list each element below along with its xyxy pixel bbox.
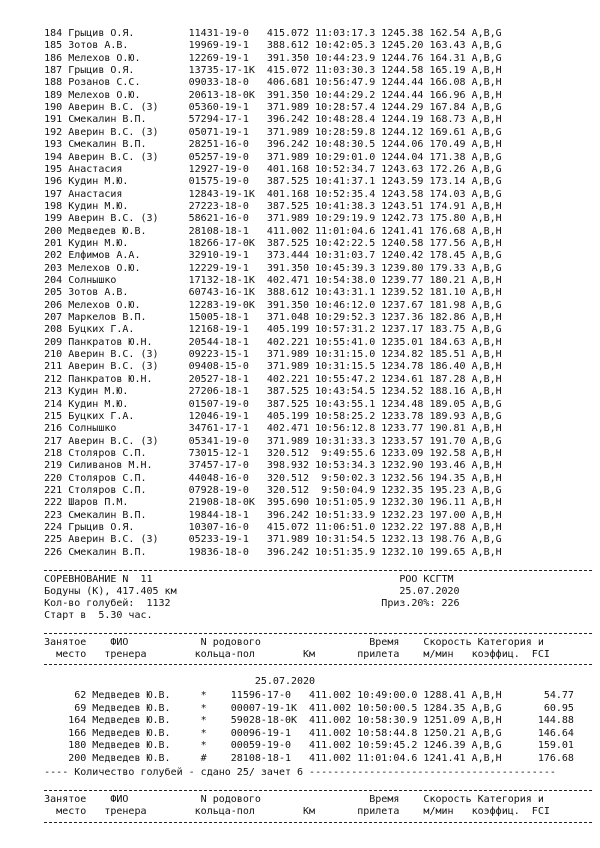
competition-count-line: Кол-во голубей: 1132 Приз.20%: 226: [2, 598, 460, 609]
result-row: 211 Аверин В.С. (З) 09408-15-0 371.989 10:31:15.5 1234.78 186.40 A,B,H: [2, 361, 502, 373]
result-row: 184 Грыцив О.Я. 11431-19-0 415.072 11:03:17.3 1245.38 162.54 A,B,G: [2, 28, 502, 39]
table-header-row-1: Занятое ФИО N родового Время Скорость Категория и: [2, 637, 544, 648]
date-label: 25.07.2020: [2, 676, 316, 687]
result-row: 214 Кудин М.Ю. 01507-19-0 387.525 10:43:55.1 1234.48 189.05 A,B,G: [2, 398, 502, 410]
result-row: 225 Аверин В.С. (З) 05233-19-1 371.989 10:31:54.5 1232.13 198.76 A,B,G: [2, 534, 502, 546]
result-row: 208 Буцких Г.А. 12168-19-1 405.199 10:57:31.2 1237.17 183.75 A,B,G: [2, 324, 502, 336]
owner-result-row: 166 Медведев Ю.В. * 00096-19-1 411.002 10:58:44.8 1250.21 A,B,G 146.64: [2, 727, 574, 739]
separator-line: [44, 822, 592, 823]
result-row: 190 Аверин В.С. (З) 05360-19-1 371.989 10:28:57.4 1244.29 167.84 A,B,G: [2, 102, 502, 114]
table-header-2-row-1: Занятое ФИО N родового Время Скорость Категория и: [2, 794, 544, 805]
result-row: 197 Анастасия 12843-19-1K 401.168 10:52:35.4 1243.58 174.03 A,B,G: [2, 188, 502, 200]
result-row: 185 Зотов А.В. 19969-19-1 388.612 10:42:05.3 1245.20 163.43 A,B,G: [2, 40, 502, 52]
separator-line: [44, 790, 592, 791]
result-row: 221 Столяров С.П. 07928-19-0 320.512 9:50:04.9 1232.35 195.23 A,B,G: [2, 484, 502, 496]
table-header-row-2: место тренера кольца-пол Км прилета м/мин коэффиц. FCI: [2, 649, 550, 660]
owner-result-row: 180 Медведев Ю.В. * 00059-19-0 411.002 10:59:45.2 1246.39 A,B,G 159.01: [2, 740, 574, 752]
pigeon-count-summary: ---- Количество голубей - сдано 25/ зачет 6 -----------------------------------------: [2, 767, 556, 778]
result-row: 186 Мелехов О.Ю. 12269-19-1 391.350 10:44:23.9 1244.76 164.31 A,B,G: [2, 52, 502, 64]
owner-result-row: 69 Медведев Ю.В. * 00007-19-1K 411.002 10:50:00.5 1284.35 A,B,G 60.95: [2, 702, 574, 714]
result-row: 200 Медведев Ю.В. 28108-18-1 411.002 11:01:04.6 1241.41 176.68 A,B,H: [2, 225, 502, 237]
owner-result-row: 62 Медведев Ю.В. * 11596-17-0 411.002 10:49:00.0 1288.41 A,B,H 54.77: [2, 690, 574, 701]
result-row: 202 Елфимов А.А. 32910-19-1 373.444 10:31:03.7 1240.42 178.45 A,B,G: [2, 250, 502, 262]
result-row: 207 Маркелов В.П. 15005-18-1 371.048 10:29:52.3 1237.36 182.86 A,B,H: [2, 312, 502, 324]
result-row: 218 Столяров С.П. 73015-12-1 320.512 9:49:55.6 1233.09 192.58 A,B,H: [2, 447, 502, 459]
result-row: 204 Солнышко 17132-18-1K 402.471 10:54:38.0 1239.77 180.21 A,B,H: [2, 275, 502, 286]
result-row: 210 Аверин В.С. (З) 09223-15-1 371.989 10:31:15.0 1234.82 185.51 A,B,H: [2, 349, 502, 361]
result-row: 189 Мелехов О.Ю. 20613-18-0K 391.350 10:44:29.2 1244.44 166.96 A,B,H: [2, 89, 502, 101]
result-row: 196 Кудин М.Ю. 01575-19-0 387.525 10:41:37.1 1243.59 173.14 A,B,G: [2, 176, 502, 188]
result-row: 212 Панкратов Ю.Н. 20527-18-1 402.221 10:55:47.2 1234.61 187.28 A,B,H: [2, 373, 502, 385]
competition-start-line: Старт в 5.30 час.: [2, 610, 153, 621]
result-row: 203 Мелехов О.Ю. 12229-19-1 391.350 10:45:39.3 1239.80 179.33 A,B,G: [2, 262, 502, 274]
result-row: 216 Солнышко 34761-17-1 402.471 10:56:12.8 1233.77 190.81 A,B,H: [2, 423, 502, 435]
result-row: 217 Аверин В.С. (З) 05341-19-0 371.989 10:31:33.3 1233.57 191.70 A,B,G: [2, 435, 502, 447]
result-row: 213 Кудин М.Ю. 27206-18-1 387.525 10:43:54.5 1234.52 188.16 A,B,H: [2, 386, 502, 398]
competition-distance-line: Бодуны (К), 417.405 км 25.07.2020: [2, 586, 460, 597]
competition-title-line: СОРЕВНОВАНИЕ N 11 РОО КСГТМ: [2, 574, 454, 585]
result-row: 220 Столяров С.П. 44048-16-0 320.512 9:50:02.3 1232.56 194.35 A,B,H: [2, 472, 502, 484]
result-row: 222 Шаров П.М. 21908-18-0K 395.690 10:51:05.9 1232.30 196.11 A,B,H: [2, 497, 502, 509]
result-row: 194 Аверин В.С. (З) 05257-19-0 371.989 10:29:01.0 1244.04 171.38 A,B,G: [2, 151, 502, 163]
result-row: 215 Буцких Г.А. 12046-19-1 405.199 10:58:25.2 1233.78 189.93 A,B,G: [2, 410, 502, 422]
table-header-2-row-2: место тренера кольца-пол Км прилета м/мин коэффиц. FCI: [2, 806, 550, 817]
result-row: 224 Грыцив О.Я. 10307-16-0 415.072 11:06:51.0 1232.22 197.88 A,B,H: [2, 522, 502, 533]
result-row: 199 Аверин В.С. (З) 58621-16-0 371.989 10:29:19.9 1242.73 175.80 A,B,H: [2, 213, 502, 225]
owner-result-row: 164 Медведев Ю.В. * 59028-18-0K 411.002 10:58:30.9 1251.09 A,B,H 144.88: [2, 715, 574, 727]
separator-line: [44, 664, 592, 665]
result-row: 192 Аверин В.С. (З) 05071-19-1 371.989 10:28:59.8 1244.12 169.61 A,B,G: [2, 126, 502, 138]
result-row: 201 Кудин М.Ю. 18266-17-0K 387.525 10:42:22.5 1240.58 177.56 A,B,H: [2, 237, 502, 249]
result-row: 206 Мелехов О.Ю. 12283-19-0K 391.350 10:46:12.0 1237.67 181.98 A,B,G: [2, 299, 502, 311]
result-row: 226 Смекалин В.П. 19836-18-0 396.242 10:51:35.9 1232.10 199.65 A,B,H: [2, 546, 502, 558]
result-row: 209 Панкратов Ю.Н. 20544-18-1 402.221 10:55:41.0 1235.01 184.63 A,B,H: [2, 336, 502, 348]
result-row: 205 Зотов А.В. 60743-16-1K 388.612 10:43:31.1 1239.52 181.10 A,B,H: [2, 287, 502, 299]
result-row: 198 Кудин М.Ю. 27223-18-0 387.525 10:41:38.3 1243.51 174.91 A,B,H: [2, 200, 502, 212]
owner-result-row: 200 Медведев Ю.В. # 28108-18-1 411.002 11:01:04.6 1241.41 A,B,H 176.68: [2, 753, 574, 764]
result-row: 195 Анастасия 12927-19-0 401.168 10:52:34.7 1243.63 172.26 A,B,G: [2, 163, 502, 175]
separator-line: [44, 570, 592, 571]
result-row: 223 Смекалин В.П. 19844-18-1 396.242 10:51:33.9 1232.23 197.00 A,B,H: [2, 509, 502, 521]
result-row: 188 Розанов С.С. 09033-18-0 406.681 10:56:47.9 1244.44 166.08 A,B,H: [2, 77, 502, 89]
result-row: 187 Грыцив О.Я. 13735-17-1K 415.072 11:03:30.3 1244.58 165.19 A,B,H: [2, 65, 502, 77]
result-row: 191 Смекалин В.П. 57294-17-1 396.242 10:48:28.4 1244.19 168.73 A,B,H: [2, 114, 502, 126]
result-row: 193 Смекалин В.П. 28251-16-0 396.242 10:48:30.5 1244.06 170.49 A,B,H: [2, 139, 502, 151]
result-row: 219 Силиванов М.Н. 37457-17-0 398.932 10:53:34.3 1232.90 193.46 A,B,H: [2, 460, 502, 472]
separator-line: [44, 633, 592, 634]
